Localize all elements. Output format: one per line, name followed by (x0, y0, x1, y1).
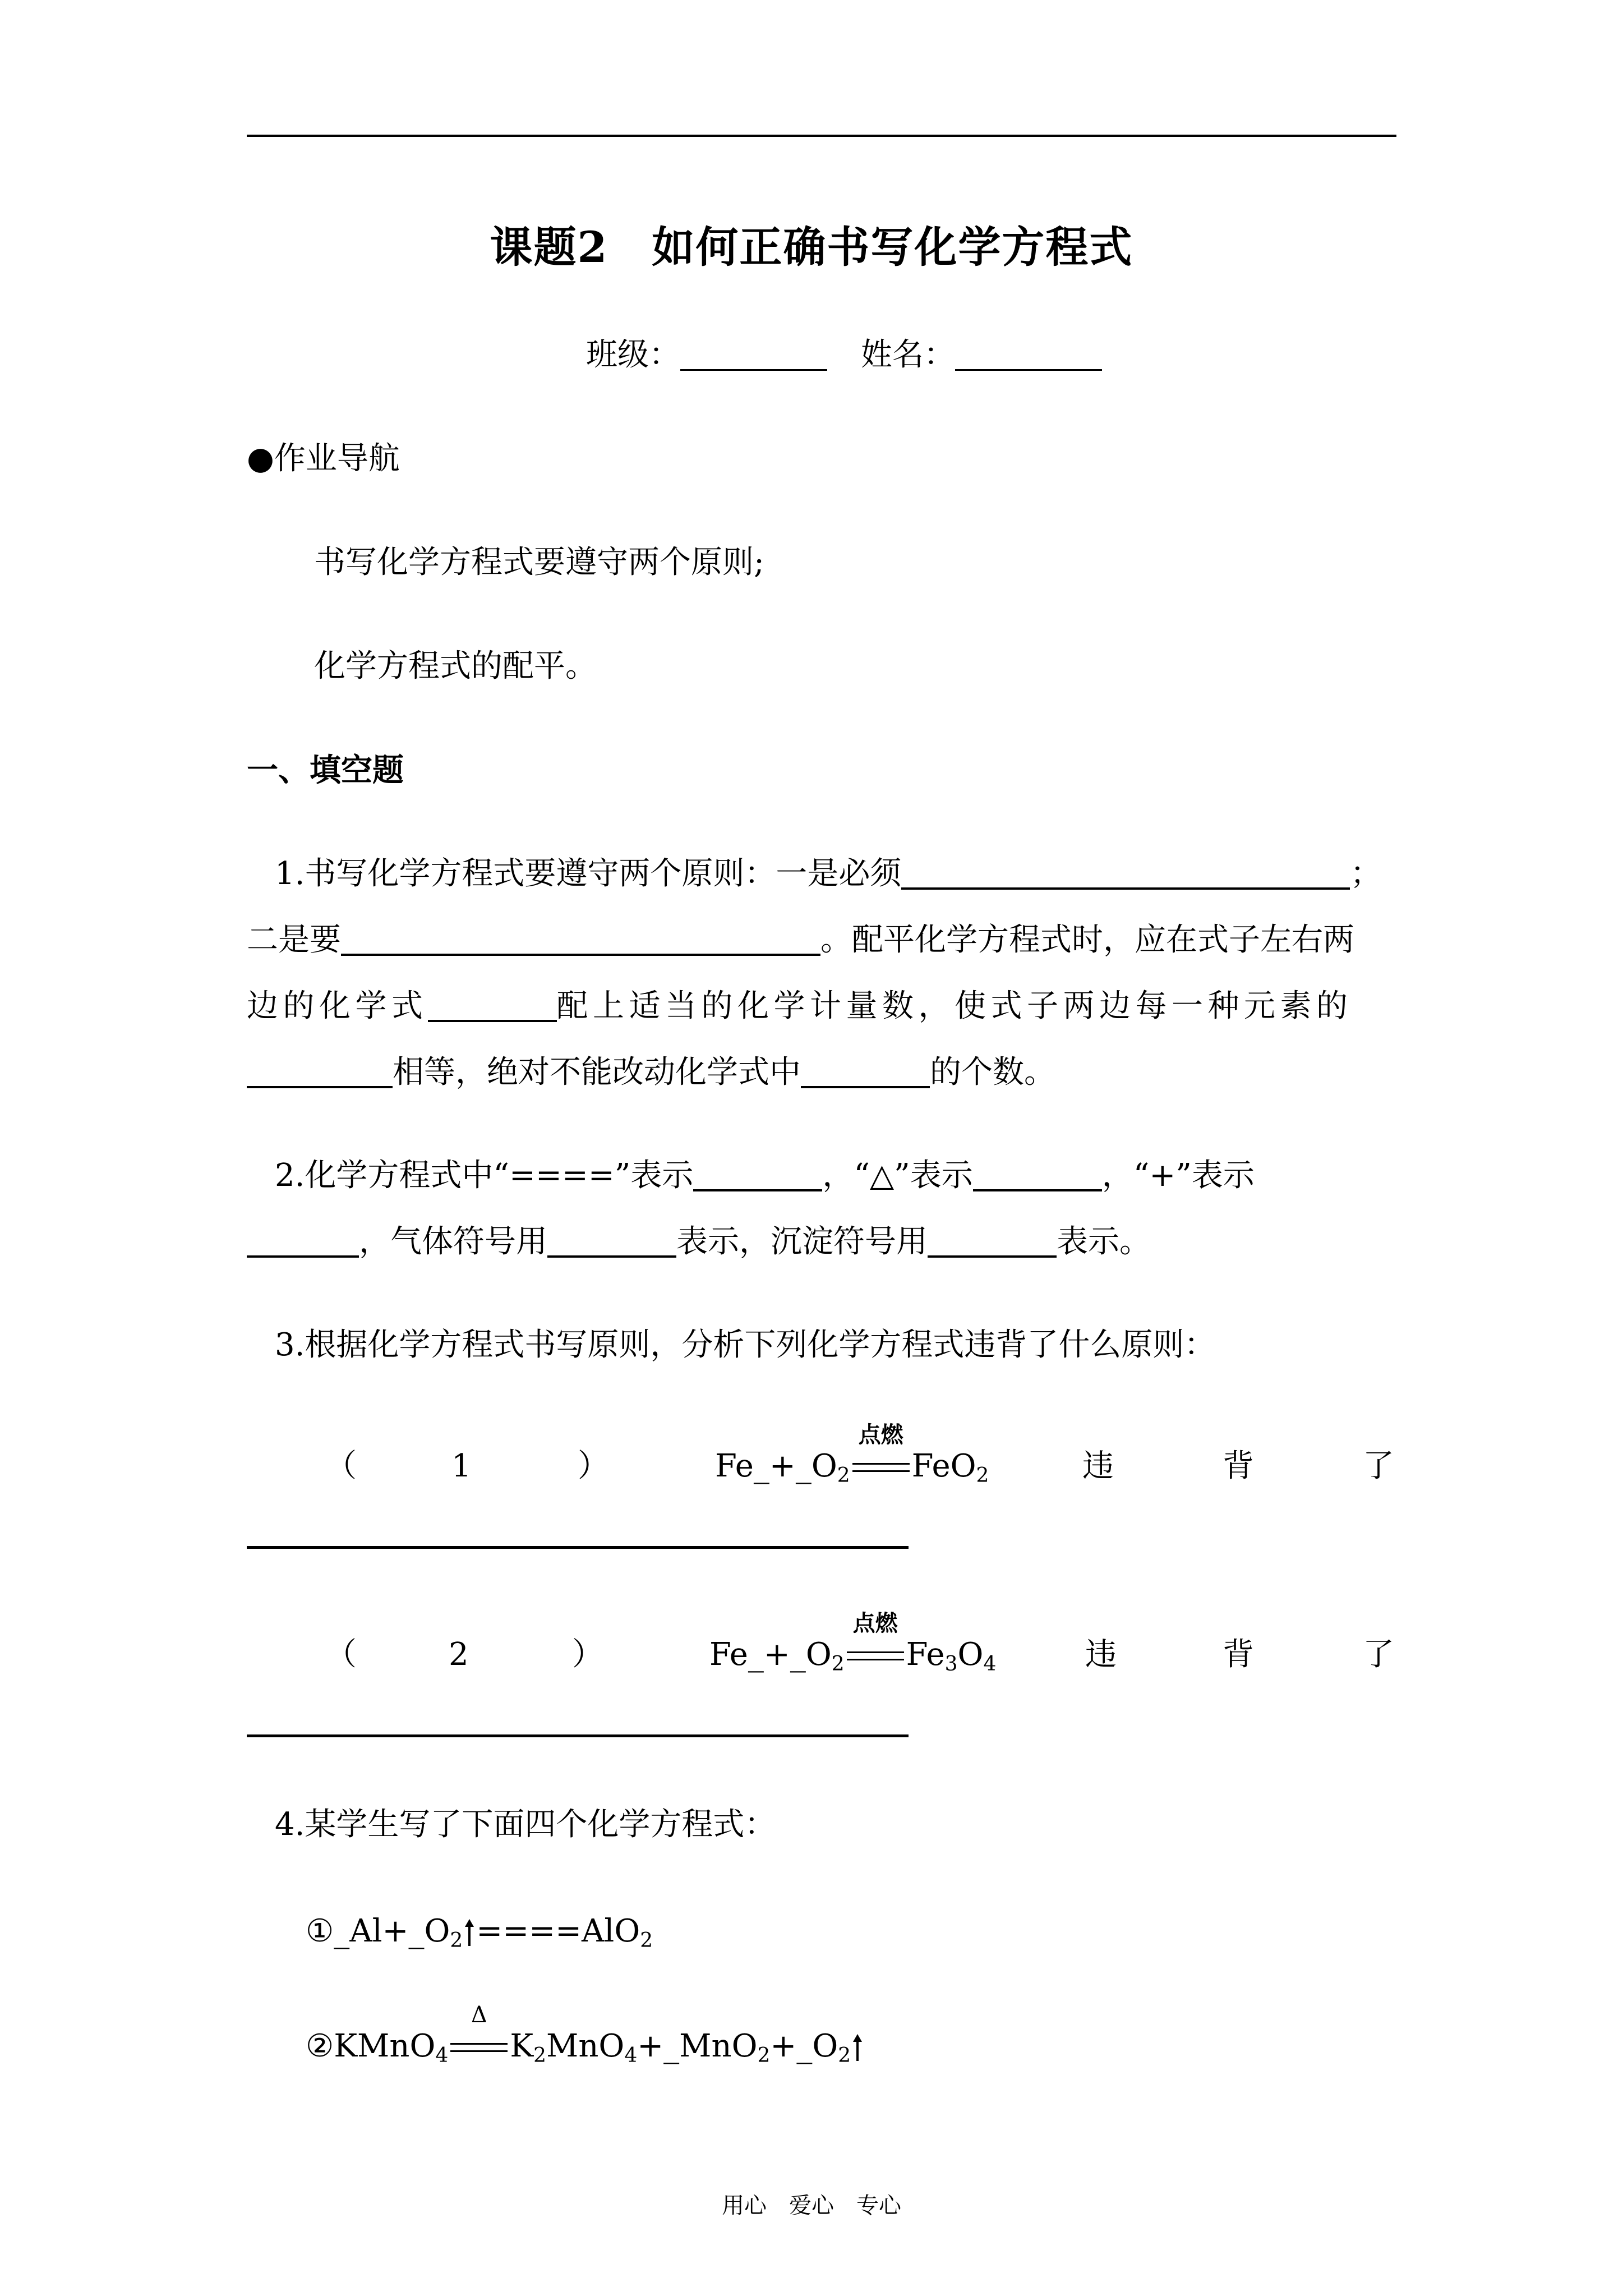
q3-item-2-lhs-sub: 2 (831, 1653, 845, 1676)
q3-item-1-open: （ (325, 1448, 357, 1484)
q3-item-1-close: ） (578, 1448, 609, 1484)
q4-eq2-s4: 2 (838, 2044, 851, 2067)
q1-blank-1[interactable] (901, 858, 1350, 890)
nav-heading: ●作业导航 (247, 440, 400, 477)
q2-blank-1[interactable] (693, 1160, 822, 1191)
q3-item-2-number: 2 (449, 1636, 469, 1673)
q4-eq2-s3: 2 (757, 2044, 771, 2067)
q4-eq2-p4: +_O (770, 2028, 838, 2064)
q1-blank-5[interactable] (801, 1057, 930, 1088)
q3-item-2-lhs: Fe_+_O (709, 1636, 832, 1673)
reaction-equals-sign (448, 2002, 510, 2062)
q1-blank-3[interactable] (428, 991, 557, 1022)
nav-item-1: 书写化学方程式要遵守两个原则; (314, 544, 764, 581)
heat-condition: Δ (471, 2002, 487, 2028)
q3-item-1-word-1: 违 (1082, 1448, 1114, 1484)
q3-item-2-equation (709, 1610, 997, 1676)
q1-text-1: 1.书写化学方程式要遵守两个原则：一是必须 (275, 855, 902, 892)
q1-text-5: 边的化学式 (247, 988, 428, 1024)
q3-item-2-rhs-2: O (957, 1636, 984, 1673)
q3-item-2-open: （ (325, 1636, 357, 1673)
q3-item-1-word-3: 了 (1363, 1448, 1394, 1484)
q1-line-1 (275, 855, 1382, 892)
q2-text-6: 表示。 (1057, 1223, 1151, 1260)
q4-eq1-sub1: 2 (450, 1929, 463, 1952)
q3-item-2-rhs-1: Fe (906, 1636, 945, 1673)
q4-eq2-p3: +_MnO (637, 2028, 758, 2064)
q1-text-3: 二是要 (247, 922, 341, 958)
q4-eq2-s1: 2 (533, 2044, 547, 2067)
q3-item-1-number: 1 (451, 1448, 472, 1484)
reaction-condition: 点燃 (852, 1610, 898, 1636)
q3-item-2-word-3: 了 (1363, 1636, 1394, 1673)
q4-eq1-prefix: ①_Al+_O (306, 1913, 450, 1949)
q2-line-2 (247, 1223, 1151, 1260)
header-rule (247, 135, 1396, 137)
reaction-equals-sign (850, 1421, 912, 1482)
class-label: 班级： (586, 337, 680, 373)
q1-line-3 (247, 988, 1353, 1024)
q4-eq1-mid: ====AlO (476, 1913, 640, 1949)
q4-equation-1 (306, 1913, 653, 1952)
q2-blank-5[interactable] (928, 1226, 1057, 1258)
q1-text-7: 相等，绝对不能改动化学式中 (393, 1054, 801, 1091)
page-title: 课题2 如何正确书写化学方程式 (490, 222, 1133, 272)
q2-blank-3[interactable] (247, 1226, 359, 1258)
q4-eq2-p2: MnO (546, 2028, 625, 2064)
q4-intro: 4.某学生写了下面四个化学方程式： (275, 1806, 776, 1843)
name-label: 姓名： (861, 337, 955, 373)
q3-item-1-rhs: FeO (911, 1448, 976, 1484)
q1-line-2 (247, 924, 1354, 956)
q3-answer-line-2[interactable] (247, 1734, 909, 1737)
name-blank[interactable] (955, 340, 1102, 371)
q3-item-1-word-2: 背 (1223, 1448, 1254, 1484)
q2-line-1 (275, 1157, 1255, 1194)
q2-text-1: 2.化学方程式中“====”表示 (275, 1157, 694, 1194)
q2-text-3: ，“+”表示 (1101, 1157, 1255, 1194)
q1-text-8: 的个数。 (930, 1054, 1055, 1091)
q4-eq2-prefix: ②KMnO (306, 2028, 436, 2064)
q1-text-2: ； (1350, 855, 1382, 892)
q1-text-4: 。配平化学方程式时，应在式子左右两 (820, 922, 1354, 958)
q3-item-1-lhs: Fe_+_O (715, 1448, 837, 1484)
q1-blank-4[interactable] (247, 1057, 393, 1088)
q4-eq2-s2: 4 (624, 2044, 638, 2067)
q3-item-1-equation (715, 1421, 989, 1487)
nav-item-2: 化学方程式的配平。 (314, 648, 597, 684)
q3-item-2-word-2: 背 (1223, 1636, 1254, 1673)
q3-item-2-word-1: 违 (1085, 1636, 1117, 1673)
q4-equation-2 (306, 2002, 864, 2067)
q3-item-2-rhs-1-sub: 3 (944, 1653, 958, 1676)
q3-item-2-rhs-2-sub: 4 (983, 1653, 997, 1676)
class-name-line (586, 339, 1102, 371)
q4-eq2-p1: K (510, 2028, 534, 2064)
section-title: 一、填空题 (247, 752, 404, 789)
q2-text-5: 表示，沉淀符号用 (676, 1223, 928, 1260)
q2-text-2: ，“△”表示 (822, 1157, 973, 1194)
q3-item-2-close: ） (572, 1636, 603, 1673)
reaction-condition: 点燃 (858, 1421, 903, 1448)
q4-eq1-sub2: 2 (640, 1929, 653, 1952)
gas-up-arrow-icon (463, 1918, 476, 1947)
q3-item-1-rhs-sub: 2 (976, 1464, 989, 1487)
reaction-equals-sign (845, 1610, 906, 1671)
q4-eq2-sub1: 4 (435, 2044, 449, 2067)
q2-text-4: ，气体符号用 (359, 1223, 547, 1260)
q1-blank-2[interactable] (341, 924, 820, 956)
q1-text-6: 配上适当的化学计量数，使式子两边每一种元素的 (556, 988, 1353, 1024)
q2-blank-4[interactable] (547, 1226, 676, 1258)
class-blank[interactable] (680, 340, 827, 371)
q3-intro: 3.根据化学方程式书写原则，分析下列化学方程式违背了什么原则： (275, 1327, 1216, 1363)
gas-up-arrow-icon (851, 2033, 864, 2062)
q1-line-4 (247, 1054, 1055, 1091)
q2-blank-2[interactable] (973, 1160, 1102, 1191)
q3-answer-line-1[interactable] (247, 1546, 909, 1549)
page-footer: 用心 爱心 专心 (722, 2193, 901, 2219)
q3-item-1-lhs-sub: 2 (837, 1464, 850, 1487)
